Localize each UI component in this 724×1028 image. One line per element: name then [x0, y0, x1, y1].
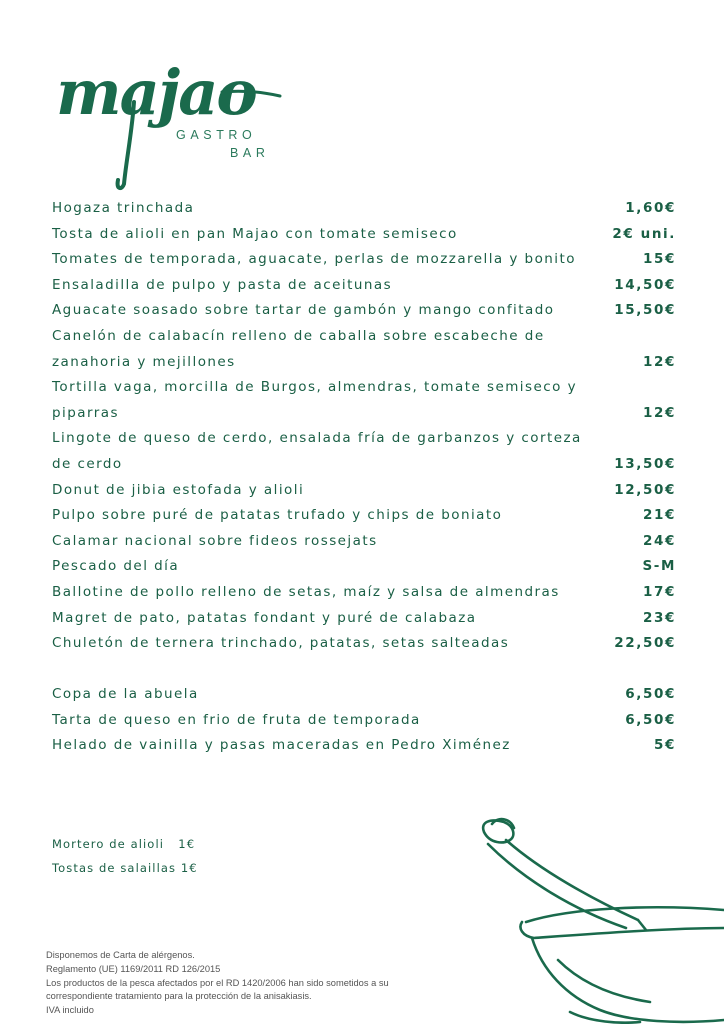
dessert-item-row	[52, 733, 676, 759]
mortar-illustration	[470, 810, 724, 1024]
extra-item-tostas: Tostas de salaillas 1€	[52, 861, 198, 875]
menu-item-row	[52, 324, 676, 350]
majao-logo	[52, 56, 292, 192]
dish-price: 5€	[654, 737, 676, 754]
dish-price: 12€	[643, 404, 676, 421]
dish-description: Calamar nacional sobre fideos rossejats	[52, 532, 378, 549]
dish-description: Aguacate soasado sobre tartar de gambón y mango confitado	[52, 302, 555, 319]
dish-price: 17€	[643, 583, 676, 600]
main-dishes	[52, 196, 676, 657]
dish-description: Magret de pato, patatas fondant y puré de calabaza	[52, 609, 477, 626]
dish-description: Tarta de queso en frio de fruta de temporada	[52, 711, 421, 728]
dish-price: 15,50€	[614, 302, 676, 319]
menu-item-row	[52, 247, 676, 273]
dessert-item-row	[52, 682, 676, 708]
dish-price: S-M	[642, 558, 676, 575]
dish-description: Canelón de calabacín relleno de caballa sobre escabeche de	[52, 327, 545, 344]
menu-item-row	[52, 350, 676, 376]
menu-item-row	[52, 452, 676, 478]
logo-script-text: majao	[56, 56, 256, 129]
dish-description: zanahoria y mejillones	[52, 353, 236, 370]
dish-price: 12,50€	[614, 481, 676, 498]
dish-description: de cerdo	[52, 455, 123, 472]
footer-line: IVA incluido	[46, 1005, 94, 1016]
menu-item-row	[52, 503, 676, 529]
dessert-item-row	[52, 708, 676, 734]
dish-price: 6,50€	[625, 686, 676, 703]
dish-price: 22,50€	[614, 635, 676, 652]
dish-description: Tosta de alioli en pan Majao con tomate semiseco	[52, 225, 458, 242]
dish-price: 15€	[643, 251, 676, 268]
dish-price: 1,60€	[625, 200, 676, 216]
dish-description: Lingote de queso de cerdo, ensalada fría de garbanzos y corteza	[52, 430, 582, 447]
menu-item-row	[52, 606, 676, 632]
desserts	[52, 682, 676, 759]
section-spacer	[52, 657, 676, 683]
menu-item-row	[52, 426, 676, 452]
dish-price: 12€	[643, 353, 676, 370]
dish-description: Pulpo sobre puré de patatas trufado y chips de boniato	[52, 507, 503, 524]
extra-item-alioli: Mortero de alioli 1€	[52, 837, 196, 851]
dish-description: Tomates de temporada, aguacate, perlas de mozzarella y bonito	[52, 251, 576, 268]
dish-price: 2€ uni.	[612, 225, 676, 242]
dish-price: 24€	[643, 532, 676, 549]
dish-description: Helado de vainilla y pasas maceradas en Pedro Ximénez	[52, 737, 511, 754]
dish-price: 14,50€	[614, 276, 676, 293]
dish-description: Donut de jibia estofada y alioli	[52, 481, 305, 498]
menu-item-row	[52, 273, 676, 299]
menu-item-row	[52, 631, 676, 657]
logo-gastro-text: GASTRO	[176, 128, 257, 142]
footer-line: Los productos de la pesca afectados por el RD 1420/2006 han sido sometidos a su	[46, 977, 389, 988]
footer-line: Reglamento (UE) 1169/2011 RD 126/2015	[46, 963, 221, 974]
dish-description: Ensaladilla de pulpo y pasta de aceitunas	[52, 276, 393, 293]
footer-line: Disponemos de Carta de alérgenos.	[46, 950, 195, 960]
extras-list	[52, 832, 198, 880]
menu-item-row	[52, 401, 676, 427]
menu-item-row	[52, 478, 676, 504]
dish-description: Hogaza trinchada	[52, 200, 195, 216]
footer-line: correspondiente tratamiento para la protección de la anisakiasis.	[46, 991, 312, 1002]
menu-item-row	[52, 580, 676, 606]
mortar-pestle-icon	[470, 810, 724, 1024]
dish-description: Ballotine de pollo relleno de setas, maíz y salsa de almendras	[52, 583, 560, 600]
dish-price: 23€	[643, 609, 676, 626]
menu-item-row	[52, 298, 676, 324]
dish-description: Tortilla vaga, morcilla de Burgos, almendras, tomate semiseco y	[52, 379, 578, 396]
dish-description: piparras	[52, 404, 119, 421]
dish-description: Chuletón de ternera trinchado, patatas, setas salteadas	[52, 635, 510, 652]
dish-description: Copa de la abuela	[52, 686, 199, 703]
dish-description: Pescado del día	[52, 558, 180, 575]
dish-price: 13,50€	[614, 455, 676, 472]
dish-price: 21€	[643, 507, 676, 524]
dish-price: 6,50€	[625, 711, 676, 728]
legal-footer	[46, 949, 446, 1018]
menu-list	[52, 196, 676, 759]
menu-item-row	[52, 222, 676, 248]
logo-bar-text: BAR	[230, 146, 270, 160]
menu-item-row	[52, 375, 676, 401]
menu-item-row	[52, 196, 676, 222]
menu-item-row	[52, 529, 676, 555]
menu-item-row	[52, 554, 676, 580]
